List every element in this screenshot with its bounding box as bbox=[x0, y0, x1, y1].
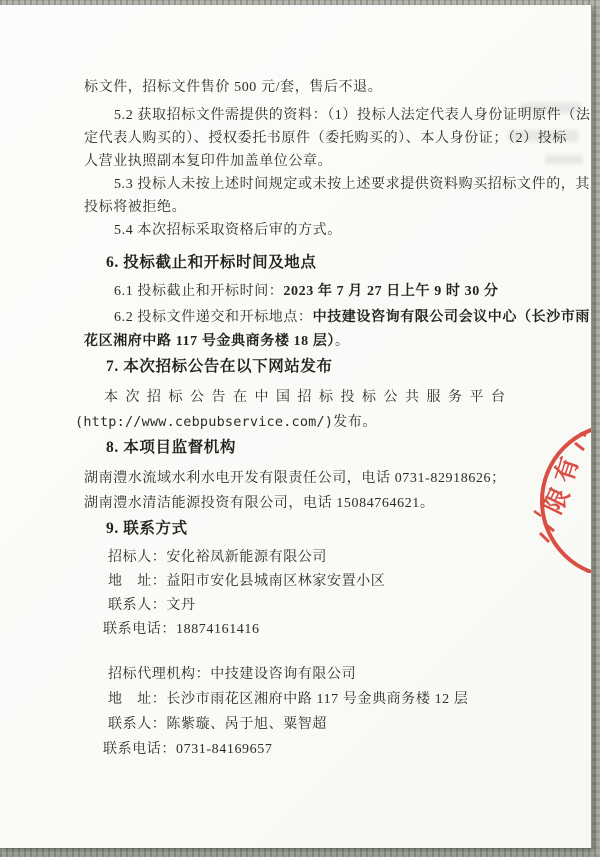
agency-contact-block bbox=[84, 662, 528, 762]
platform-url-tail: 发布。 bbox=[333, 415, 377, 430]
seal-graphic bbox=[518, 423, 591, 573]
platform-name-line: 本次招标公告在中国招标投标公共服务平台 bbox=[104, 390, 513, 405]
bid-opening-location-part-1: 中技建设咨询有限公司会议中心（长沙市雨 bbox=[312, 310, 591, 325]
clause-6-2-label: 6.2 投标文件递交和开标地点： bbox=[114, 310, 313, 325]
carryover-line: 标文件，招标文件售价 500 元/套，售后不退。 bbox=[84, 80, 383, 95]
clause-6-1 bbox=[84, 280, 528, 304]
tenderer-contact-line: 联系人：文丹 bbox=[108, 598, 196, 613]
section-9-heading: 9. 联系方式 bbox=[106, 520, 188, 537]
clause-6-2-period: 。 bbox=[335, 334, 350, 349]
clause-5-2-line-2: 定代表人购买的）、授权委托书原件（委托购买的）、本人身份证；（2）投标 bbox=[84, 131, 567, 146]
bid-opening-location-part-2: 花区湘府中路 117 号金典商务楼 18 层） bbox=[84, 334, 336, 349]
document-body bbox=[75, 76, 591, 762]
announcement-platform-paragraph bbox=[75, 386, 528, 435]
agency-address-line: 地 址：长沙市雨花区湘府中路 117 号金典商务楼 12 层 bbox=[108, 692, 469, 707]
clause-5-2-line-1: 5.2 获取招标文件需提供的资料：（1）投标人法定代表人身份证明原件（法 bbox=[114, 108, 591, 123]
clause-5-2-line-3: 人营业执照副本复印件加盖单位公章。 bbox=[84, 154, 333, 169]
clause-5-2 bbox=[84, 104, 591, 173]
seal-char-xian: 限 bbox=[539, 484, 576, 519]
agency-contact-line: 联系人：陈紫璇、呙于旭、粟智超 bbox=[108, 717, 327, 732]
company-seal-stamp bbox=[518, 423, 591, 573]
agency-phone-line: 联系电话：0731-84169657 bbox=[103, 742, 273, 757]
supervisor-line-1: 湖南澧水流域水利水电开发有限责任公司，电话 0731-82918626； bbox=[84, 471, 506, 486]
scanned-document-page bbox=[0, 5, 592, 848]
seal-char-you: 有 bbox=[550, 453, 585, 487]
clause-5-4: 5.4 本次招标采取资格后审的方式。 bbox=[114, 223, 342, 238]
tenderer-contact-block bbox=[84, 546, 528, 642]
agency-name-line: 招标代理机构：中技建设咨询有限公司 bbox=[108, 667, 357, 682]
bleedthrough-smudge bbox=[545, 155, 583, 164]
clause-5-3-line-1: 5.3 投标人未按上述时间规定或未按上述要求提供资料购买招标文件的，其 bbox=[114, 177, 590, 192]
seal-partial-stroke bbox=[534, 511, 541, 516]
seal-partial-stroke bbox=[575, 443, 584, 450]
bid-opening-datetime: 2023 年 7 月 27 日上午 9 时 30 分 bbox=[283, 284, 499, 299]
section-8-heading: 8. 本项目监督机构 bbox=[106, 439, 237, 456]
clause-6-1-label: 6.1 投标截止和开标时间： bbox=[114, 284, 284, 299]
tenderer-name-line: 招标人：安化裕凤新能源有限公司 bbox=[108, 550, 327, 565]
section-6-heading: 6. 投标截止和开标时间及地点 bbox=[106, 254, 317, 271]
clause-5-3 bbox=[84, 173, 590, 219]
tenderer-phone-line: 联系电话：18874161416 bbox=[103, 622, 260, 637]
clause-6-2 bbox=[84, 306, 591, 354]
tenderer-address-line: 地 址：益阳市安化县城南区林家安置小区 bbox=[108, 574, 386, 589]
platform-url: (http://www.cebpubservice.com/) bbox=[75, 414, 334, 430]
section-7-heading: 7. 本次招标公告在以下网站发布 bbox=[106, 358, 333, 375]
clause-5-3-line-2: 投标将被拒绝。 bbox=[84, 200, 187, 215]
supervisor-line-2: 湖南澧水清洁能源投资有限公司，电话 15084764621。 bbox=[84, 496, 435, 511]
